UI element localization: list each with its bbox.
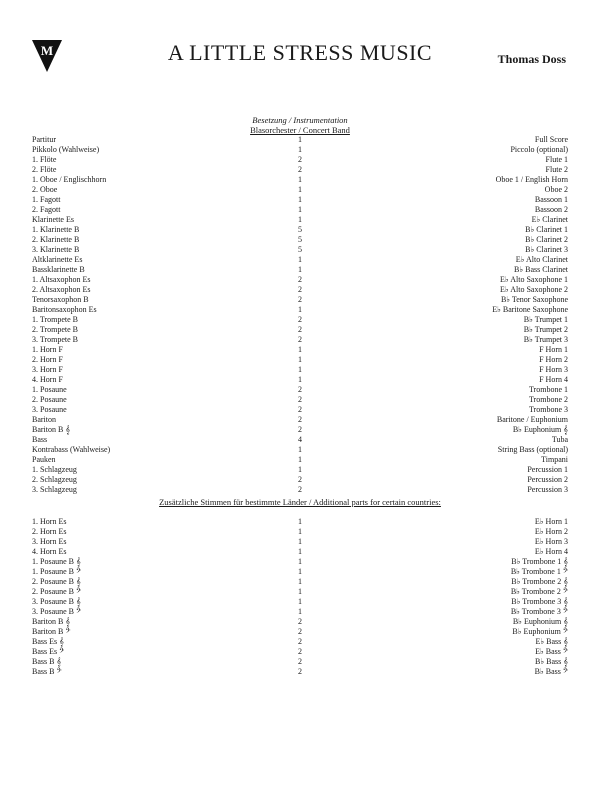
part-row [32,325,568,335]
part-row [32,175,568,185]
part-name-english: Percussion 3 [527,485,568,494]
part-name-english: B♭ Trombone 3 𝄢 [510,607,568,616]
part-row [32,617,568,627]
part-count: 2 [298,627,302,636]
part-name-german: Pauken [32,455,56,464]
part-name-german: 2. Horn F [32,355,63,364]
part-row [32,215,568,225]
part-name-english: B♭ Euphonium 𝄞 [512,617,568,626]
part-count: 1 [298,547,302,556]
part-count: 1 [298,365,302,374]
part-name-german: 1. Klarinette B [32,225,80,234]
part-count: 1 [298,455,302,464]
part-name-german: 2. Posaune B 𝄢 [32,587,82,596]
part-name-english: F Horn 2 [539,355,568,364]
part-name-english: F Horn 4 [539,375,568,384]
part-name-english: B♭ Trombone 1 𝄢 [510,567,568,576]
part-name-german: 3. Klarinette B [32,245,80,254]
part-name-german: Bariton B 𝄞 [32,617,71,626]
part-count: 1 [298,135,302,144]
part-row [32,425,568,435]
part-name-english: E♭ Horn 3 [534,537,568,546]
part-count: 2 [298,647,302,656]
part-name-english: Percussion 1 [527,465,568,474]
part-count: 1 [298,265,302,274]
part-row [32,355,568,365]
part-name-german: 1. Horn Es [32,517,67,526]
part-row [32,657,568,667]
part-name-german: 2. Schlagzeug [32,475,77,484]
part-row [32,195,568,205]
part-name-german: Bariton B 𝄞 [32,425,71,434]
part-count: 1 [298,577,302,586]
part-count: 2 [298,667,302,676]
part-row [32,165,568,175]
part-name-german: 2. Altsaxophon Es [32,285,91,294]
part-row [32,155,568,165]
part-count: 1 [298,557,302,566]
part-name-english: Trombone 2 [528,395,568,404]
part-name-english: B♭ Trombone 1 𝄞 [511,557,568,566]
part-name-german: 2. Posaune B 𝄞 [32,577,81,586]
part-name-english: E♭ Horn 4 [534,547,568,556]
part-row [32,647,568,657]
part-name-german: 2. Posaune [32,395,67,404]
part-name-english: Flute 1 [545,155,568,164]
part-name-german: Bass [32,435,48,444]
part-count: 2 [298,385,302,394]
part-row [32,597,568,607]
part-name-english: Flute 2 [545,165,568,174]
part-count: 1 [298,607,302,616]
part-count: 2 [298,395,302,404]
part-name-english: B♭ Bass 𝄢 [534,667,568,676]
part-row [32,255,568,265]
part-count: 1 [298,215,302,224]
part-name-english: Oboe 1 / English Horn [495,175,568,184]
part-name-english: String Bass (optional) [497,445,568,454]
part-name-english: B♭ Bass Clarinet [514,265,568,274]
part-name-english: Piccolo (optional) [510,145,568,154]
part-count: 1 [298,527,302,536]
part-count: 2 [298,485,302,494]
part-name-english: E♭ Horn 1 [534,517,568,526]
part-row [32,667,568,677]
part-row [32,225,568,235]
part-name-german: Bass B 𝄢 [32,667,62,676]
part-name-german: 1. Posaune B 𝄢 [32,567,82,576]
part-count: 2 [298,295,302,304]
part-name-german: Tenorsaxophon B [32,295,89,304]
part-name-english: Full Score [534,135,568,144]
part-name-english: B♭ Euphonium 𝄢 [512,627,568,636]
part-row [32,315,568,325]
part-name-german: 1. Oboe / Englischhorn [32,175,107,184]
part-row [32,637,568,647]
part-name-german: Baritonsaxophon Es [32,305,97,314]
part-count: 2 [298,285,302,294]
part-count: 2 [298,415,302,424]
part-count: 2 [298,155,302,164]
part-count: 2 [298,637,302,646]
part-row [32,547,568,557]
part-count: 1 [298,355,302,364]
additional-parts-heading [0,497,600,507]
part-count: 5 [298,245,302,254]
part-row [32,475,568,485]
part-name-german: Bassklarinette B [32,265,85,274]
part-count: 2 [298,475,302,484]
part-name-german: 3. Trompete B [32,335,79,344]
part-name-german: Kontrabass (Wahlweise) [32,445,111,454]
part-name-german: 2. Oboe [32,185,58,194]
part-name-english: Trombone 3 [528,405,568,414]
part-name-german: 1. Altsaxophon Es [32,275,91,284]
part-name-german: 3. Schlagzeug [32,485,77,494]
part-row [32,375,568,385]
part-name-german: 1. Horn F [32,345,63,354]
part-name-german: 1. Posaune [32,385,67,394]
part-row [32,567,568,577]
part-row [32,455,568,465]
instrumentation-heading [0,115,600,135]
part-row [32,295,568,305]
part-row [32,245,568,255]
part-name-english: Timpani [541,455,568,464]
instrumentation-heading-line2: Blasorchester / Concert Band [250,125,350,135]
instrumentation-list [32,135,568,495]
part-name-german: 3. Posaune B 𝄞 [32,597,81,606]
part-row [32,577,568,587]
part-name-german: 4. Horn Es [32,547,67,556]
part-count: 1 [298,587,302,596]
part-row [32,275,568,285]
part-row [32,465,568,475]
part-name-german: Partitur [32,135,56,144]
part-name-english: B♭ Clarinet 2 [525,235,568,244]
part-row [32,557,568,567]
part-name-english: Trombone 1 [528,385,568,394]
part-count: 5 [298,225,302,234]
part-name-english: Percussion 2 [527,475,568,484]
part-name-english: B♭ Trombone 3 𝄞 [511,597,568,606]
part-name-german: Altklarinette Es [32,255,83,264]
part-count: 1 [298,175,302,184]
part-name-english: E♭ Alto Saxophone 1 [500,275,568,284]
part-name-english: E♭ Bass 𝄞 [535,637,568,646]
part-count: 1 [298,185,302,194]
part-count: 1 [298,445,302,454]
part-row [32,395,568,405]
part-name-german: 2. Klarinette B [32,235,80,244]
part-count: 1 [298,345,302,354]
part-row [32,145,568,155]
part-name-german: Bariton [32,415,56,424]
part-row [32,265,568,275]
part-row [32,517,568,527]
part-row [32,135,568,145]
part-row [32,405,568,415]
part-row [32,587,568,597]
part-count: 1 [298,567,302,576]
part-count: 2 [298,325,302,334]
part-row [32,385,568,395]
part-name-english: Tuba [551,435,568,444]
part-name-english: B♭ Euphonium 𝄞 [512,425,568,434]
part-row [32,527,568,537]
part-count: 4 [298,435,302,444]
part-row [32,435,568,445]
part-name-german: 2. Fagott [32,205,61,214]
part-name-english: B♭ Trumpet 3 [523,335,568,344]
part-name-german: 3. Horn Es [32,537,67,546]
part-count: 2 [298,165,302,174]
part-count: 1 [298,537,302,546]
part-name-english: B♭ Trumpet 2 [523,325,568,334]
instrumentation-heading-line1: Besetzung / Instrumentation [252,115,348,125]
part-row [32,305,568,315]
part-row [32,445,568,455]
part-name-english: E♭ Alto Clarinet [515,255,568,264]
part-count: 1 [298,375,302,384]
part-name-german: 1. Trompete B [32,315,79,324]
part-count: 1 [298,255,302,264]
part-row [32,185,568,195]
part-count: 2 [298,405,302,414]
part-name-german: 2. Horn Es [32,527,67,536]
part-name-german: 3. Posaune B 𝄢 [32,607,82,616]
part-name-german: 1. Schlagzeug [32,465,77,474]
part-name-english: Bassoon 1 [534,195,568,204]
part-name-english: F Horn 1 [539,345,568,354]
part-count: 1 [298,145,302,154]
part-count: 5 [298,235,302,244]
part-name-english: B♭ Clarinet 1 [525,225,568,234]
part-name-english: F Horn 3 [539,365,568,374]
part-row [32,205,568,215]
part-name-german: Klarinette Es [32,215,74,224]
part-name-german: 2. Flöte [32,165,57,174]
part-count: 1 [298,597,302,606]
part-name-german: Bass B 𝄞 [32,657,62,666]
composer-name: Thomas Doss [497,52,566,66]
part-count: 1 [298,195,302,204]
part-count: 1 [298,465,302,474]
part-name-german: 3. Horn F [32,365,63,374]
part-count: 1 [298,205,302,214]
page-title: A LITTLE STRESS MUSIC [167,40,433,65]
part-name-english: E♭ Bass 𝄢 [535,647,568,656]
part-count: 1 [298,517,302,526]
part-name-english: E♭ Clarinet [531,215,568,224]
part-row [32,537,568,547]
part-name-german: Bariton B 𝄢 [32,627,71,636]
part-name-english: E♭ Baritone Saxophone [492,305,568,314]
part-name-english: Oboe 2 [544,185,568,194]
part-name-english: Bassoon 2 [534,205,568,214]
part-row [32,285,568,295]
part-row [32,415,568,425]
part-name-english: B♭ Trombone 2 𝄞 [511,577,568,586]
part-name-german: 2. Trompete B [32,325,79,334]
part-name-english: B♭ Bass 𝄞 [535,657,568,666]
part-name-english: B♭ Clarinet 3 [525,245,568,254]
part-row [32,485,568,495]
part-row [32,345,568,355]
part-name-german: 3. Posaune [32,405,67,414]
part-name-english: E♭ Horn 2 [534,527,568,536]
part-name-german: 1. Fagott [32,195,61,204]
logo-letter: M [40,43,54,58]
part-name-english: B♭ Tenor Saxophone [500,295,568,304]
part-name-german: Pikkolo (Wahlweise) [32,145,100,154]
part-name-english: Baritone / Euphonium [496,415,568,424]
part-name-english: B♭ Trombone 2 𝄢 [510,587,568,596]
part-name-english: B♭ Trumpet 1 [523,315,568,324]
part-name-german: 1. Flöte [32,155,57,164]
part-count: 2 [298,315,302,324]
part-count: 2 [298,657,302,666]
part-count: 1 [298,305,302,314]
part-name-german: 1. Posaune B 𝄞 [32,557,81,566]
part-row [32,235,568,245]
part-name-german: Bass Es 𝄢 [32,647,65,656]
part-row [32,365,568,375]
part-count: 2 [298,617,302,626]
part-name-german: Bass Es 𝄞 [32,637,64,646]
part-row [32,607,568,617]
part-name-german: 4. Horn F [32,375,63,384]
part-count: 2 [298,275,302,284]
part-row [32,627,568,637]
part-name-english: E♭ Alto Saxophone 2 [500,285,568,294]
part-row [32,335,568,345]
part-count: 2 [298,335,302,344]
additional-parts-list [32,517,568,677]
part-count: 2 [298,425,302,434]
additional-parts-heading-text: Zusätzliche Stimmen für bestimmte Länder / Additional parts for certain countries: [159,497,441,507]
